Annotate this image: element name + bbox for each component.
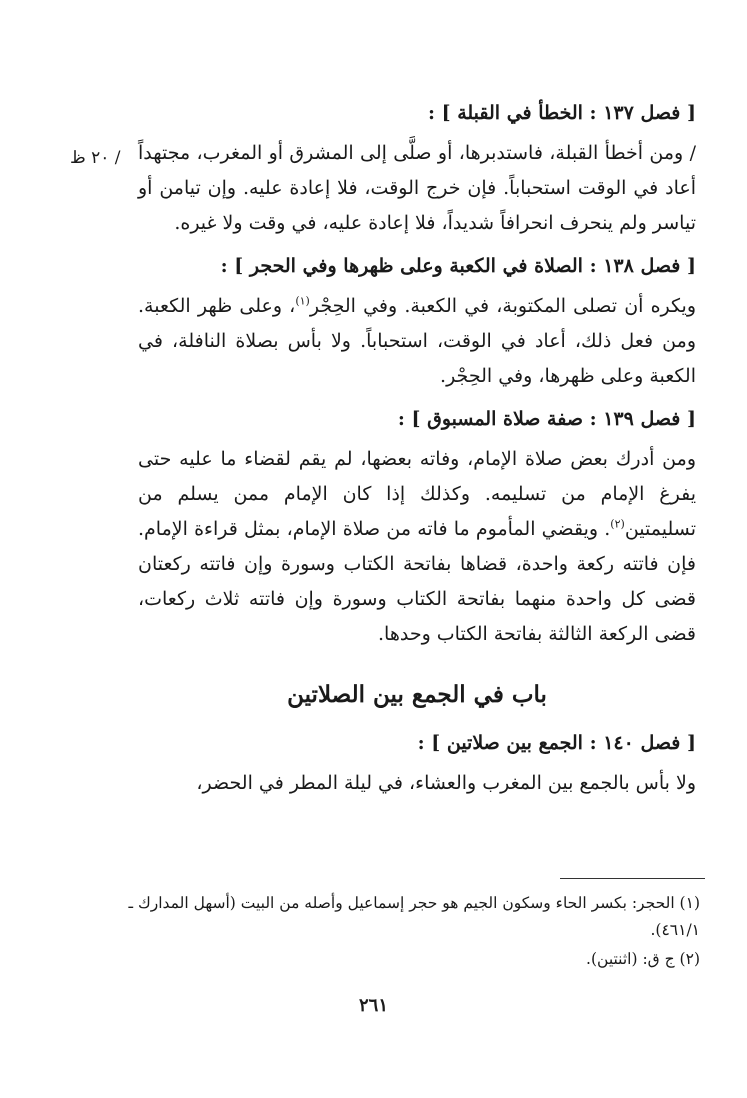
paragraph-139 — [138, 442, 696, 652]
paragraph-138 — [138, 289, 696, 394]
paragraph-139-part-2: . ويقضي المأموم ما فاته من صلاة الإمام، بمثل قراءة الإمام. فإن فاتته ركعة واحدة، قضاها بفاتحة الكتاب وسورة وإن فاتته ركعتان قضى كل واحدة منهما بفاتحة الكتاب وسورة وإن فاتته ثلاث ركعات، قضى الركعة الثالثة بفاتحة الكتاب وحدها. — [138, 518, 696, 645]
footnote-marker-1: (١) — [295, 294, 310, 308]
section-heading-137: [ فصل ١٣٧ : الخطأ في القبلة ] : — [427, 102, 696, 124]
footnote-separator — [560, 878, 705, 879]
section-heading-138: [ فصل ١٣٨ : الصلاة في الكعبة وعلى ظهرها وفي الحجر ] : — [220, 255, 696, 277]
chapter-title: باب في الجمع بين الصلاتين — [287, 681, 547, 708]
paragraph-138-part-2: ، وعلى ظهر الكعبة. ومن فعل ذلك، أعاد في الوقت، استحباباً. ولا بأس بصلاة النافلة، في الكعبة وعلى ظهرها، وفي الحِجْر. — [138, 295, 696, 387]
paragraph-139-part-1: ومن أدرك بعض صلاة الإمام، وفاته بعضها، لم يقم لقضاء ما عليه حتى يفرغ الإمام من تسليمه. وكذلك إذا كان الإمام ممن يسلم من تسليمتين — [138, 448, 696, 540]
main-text — [138, 98, 696, 811]
manuscript-margin-reference: / ٢٠ ظ — [70, 148, 121, 168]
section-heading-139: [ فصل ١٣٩ : صفة صلاة المسبوق ] : — [397, 408, 696, 430]
footnote-2: (٢) ج ق: (اثنتين). — [586, 950, 700, 968]
paragraph-137: / ومن أخطأ القبلة، فاستدبرها، أو صلَّى إلى المشرق أو المغرب، مجتهداً أعاد في الوقت استحباباً. فإن خرج الوقت، فلا إعادة عليه. وإن تيامن أو تياسر ولم ينحرف انحرافاً شديداً، فلا إعادة عليه، في وقت ولا غيره. — [138, 142, 696, 234]
section-heading-140: [ فصل ١٤٠ : الجمع بين صلاتين ] : — [417, 732, 696, 754]
page-number: ٢٦١ — [358, 995, 388, 1016]
footnote-marker-2: (٢) — [610, 517, 625, 531]
paragraph-138-part-1: ويكره أن تصلى المكتوبة، في الكعبة. وفي الحِجْر — [309, 295, 696, 317]
paragraph-140: ولا بأس بالجمع بين المغرب والعشاء، في ليلة المطر في الحضر، — [196, 772, 696, 794]
footnote-1: (١) الحجر: بكسر الحاء وسكون الجيم هو حجر إسماعيل وأصله من البيت (أسهل المدارك ـ ٤٦١/١). — [128, 894, 700, 939]
footnotes — [120, 890, 700, 975]
